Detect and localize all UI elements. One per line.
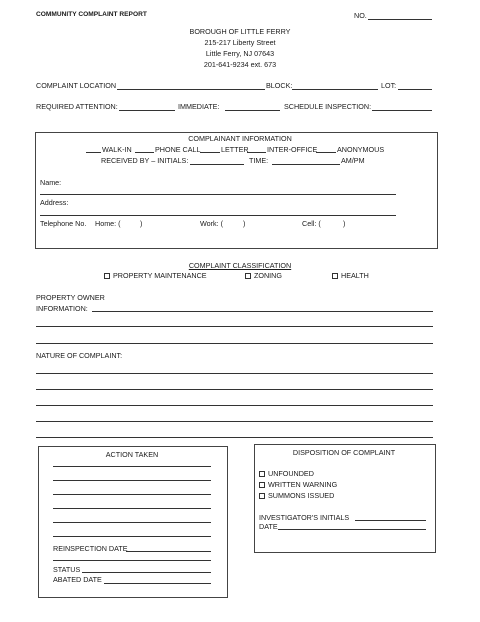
option-unfounded[interactable]: UNFOUNDED — [259, 469, 314, 478]
owner-field-1[interactable] — [92, 311, 433, 312]
cell-phone-close: ) — [343, 219, 346, 228]
action-field-1[interactable] — [53, 466, 211, 467]
reinspection-date-field[interactable] — [126, 551, 211, 552]
nature-field-1[interactable] — [36, 373, 433, 374]
cell-phone-label: Cell: ( — [302, 219, 321, 228]
owner-field-3[interactable] — [36, 343, 433, 344]
phone-call-label: PHONE CALL — [155, 145, 201, 154]
block-label: BLOCK: — [266, 81, 293, 90]
classification-title: COMPLAINT CLASSIFICATION — [188, 261, 292, 270]
option-health[interactable]: HEALTH — [332, 271, 369, 280]
nature-field-3[interactable] — [36, 405, 433, 406]
action-field-3[interactable] — [53, 494, 211, 495]
property-owner-label-2: INFORMATION: — [36, 304, 88, 313]
action-taken-title: ACTION TAKEN — [105, 450, 159, 459]
checkbox-icon[interactable] — [259, 493, 265, 499]
option-zoning[interactable]: ZONING — [245, 271, 282, 280]
phone-call-field[interactable] — [135, 152, 154, 153]
lot-label: LOT: — [381, 81, 397, 90]
telephone-label: Telephone No. — [40, 219, 87, 228]
schedule-inspection-field[interactable] — [372, 110, 432, 111]
letter-field[interactable] — [200, 152, 220, 153]
nature-field-5[interactable] — [36, 437, 433, 438]
work-phone-label: Work: ( — [200, 219, 224, 228]
checkbox-icon[interactable] — [104, 273, 110, 279]
reinspection-date-label: REINSPECTION DATE — [53, 544, 128, 553]
checkbox-icon[interactable] — [245, 273, 251, 279]
option-written-warning[interactable]: WRITTEN WARNING — [259, 480, 337, 489]
walk-in-label: WALK-IN — [102, 145, 132, 154]
complainant-info-title: COMPLAINANT INFORMATION — [188, 134, 292, 143]
anonymous-field[interactable] — [316, 152, 336, 153]
street-address: 215-217 Liberty Street — [204, 38, 276, 47]
report-title: COMMUNITY COMPLAINT REPORT — [36, 11, 147, 18]
checkbox-icon[interactable] — [332, 273, 338, 279]
immediate-label: IMMEDIATE: — [178, 102, 220, 111]
lot-field[interactable] — [398, 89, 432, 90]
disposition-date-field[interactable] — [278, 529, 426, 530]
option-property-maintenance[interactable]: PROPERTY MAINTENANCE — [104, 271, 207, 280]
received-by-label: RECEIVED BY – INITIALS: — [101, 156, 189, 165]
received-by-field[interactable] — [190, 164, 244, 165]
disposition-title: DISPOSITION OF COMPLAINT — [292, 448, 396, 457]
nature-field-4[interactable] — [36, 421, 433, 422]
schedule-inspection-label: SCHEDULE INSPECTION: — [284, 102, 372, 111]
abated-date-label: ABATED DATE — [53, 575, 102, 584]
property-owner-label: PROPERTY OWNER — [36, 293, 105, 302]
checkbox-icon[interactable] — [259, 471, 265, 477]
nature-of-complaint-label: NATURE OF COMPLAINT: — [36, 351, 123, 360]
address-label: Address: — [40, 198, 69, 207]
number-label: NO. — [354, 11, 367, 20]
walk-in-field[interactable] — [86, 152, 101, 153]
owner-field-2[interactable] — [36, 326, 433, 327]
phone-number: 201-641-9234 ext. 673 — [203, 60, 277, 69]
number-field[interactable] — [368, 19, 432, 20]
action-field-5[interactable] — [53, 522, 211, 523]
inter-office-label: INTER-OFFICE — [267, 145, 318, 154]
immediate-field[interactable] — [225, 110, 280, 111]
home-phone-close: ) — [140, 219, 143, 228]
address-field[interactable] — [40, 215, 396, 216]
status-field[interactable] — [82, 572, 211, 573]
action-field-7[interactable] — [53, 560, 211, 561]
complaint-location-field[interactable] — [117, 89, 265, 90]
time-label: TIME: — [249, 156, 269, 165]
action-field-6[interactable] — [53, 536, 211, 537]
investigator-initials-label: INVESTIGATOR'S INITIALS — [259, 513, 350, 522]
block-field[interactable] — [292, 89, 378, 90]
nature-field-2[interactable] — [36, 389, 433, 390]
work-phone-close: ) — [243, 219, 246, 228]
action-field-4[interactable] — [53, 508, 211, 509]
time-field[interactable] — [272, 164, 340, 165]
ampm-label: AM/PM — [341, 156, 365, 165]
abated-date-field[interactable] — [104, 583, 211, 584]
required-attention-label: REQUIRED ATTENTION: — [36, 102, 118, 111]
investigator-initials-field[interactable] — [355, 520, 426, 521]
anonymous-label: ANONYMOUS — [337, 145, 385, 154]
borough-name: BOROUGH OF LITTLE FERRY — [189, 27, 291, 36]
complaint-location-label: COMPLAINT LOCATION — [36, 81, 117, 90]
letter-label: LETTER — [221, 145, 249, 154]
action-field-2[interactable] — [53, 480, 211, 481]
option-summons-issued[interactable]: SUMMONS ISSUED — [259, 491, 334, 500]
home-phone-label: Home: ( — [95, 219, 121, 228]
checkbox-icon[interactable] — [259, 482, 265, 488]
name-field[interactable] — [40, 194, 396, 195]
disposition-date-label: DATE — [259, 522, 278, 531]
name-label: Name: — [40, 178, 62, 187]
status-label: STATUS — [53, 565, 81, 574]
inter-office-field[interactable] — [247, 152, 266, 153]
required-attention-field[interactable] — [119, 110, 175, 111]
city-address: Little Ferry, NJ 07643 — [205, 49, 275, 58]
